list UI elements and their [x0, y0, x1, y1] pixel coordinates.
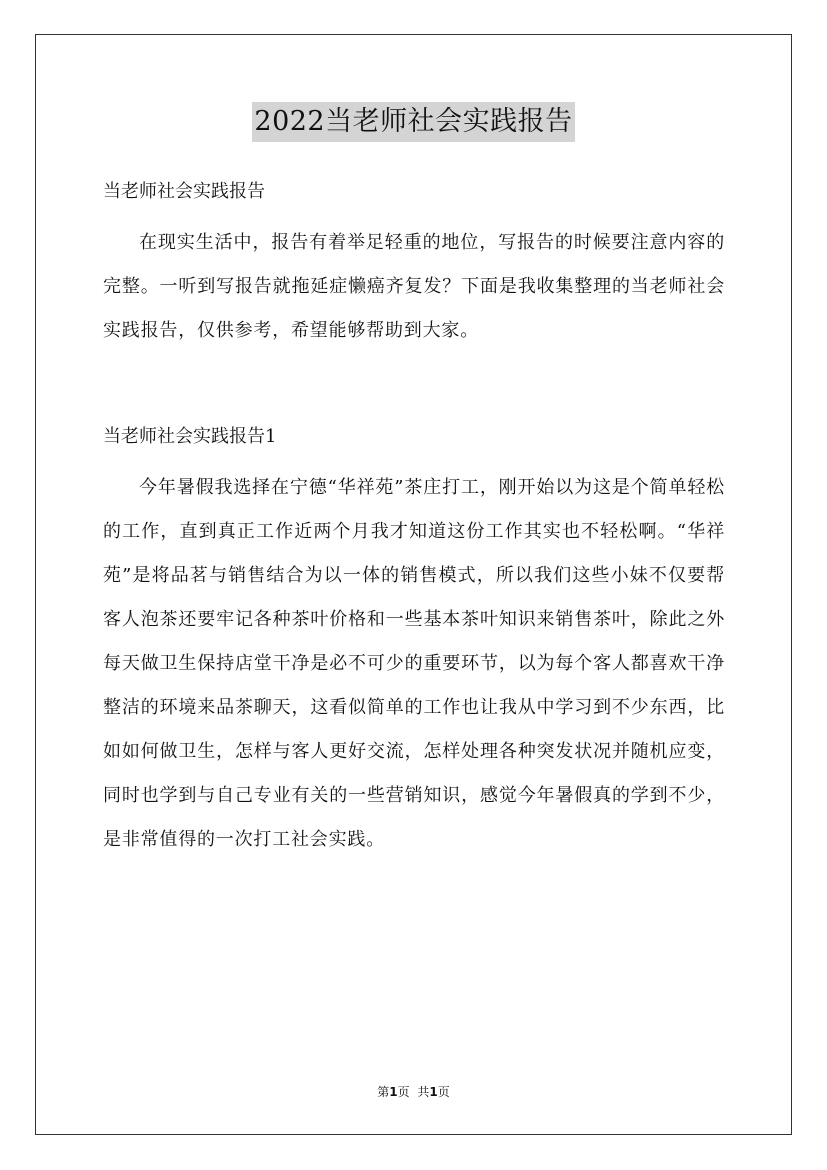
- footer-page-number: 1: [389, 1085, 398, 1099]
- footer-total-number: 1: [429, 1085, 438, 1099]
- section-paragraph: 今年暑假我选择在宁德“华祥苑”茶庄打工，刚开始以为这是个简单轻松的工作，直到真正工作近两个月我才知道这份工作其实也不轻松啊。“华祥苑”是将品茗与销售结合为以一体的销售模式，所以我们这些小妹不仅要帮客人泡茶还要牢记各种茶叶价格和一些基本茶叶知识来销售茶叶，除此之外每天做卫生保持店堂干净是必不可少的重要环节，以为每个客人都喜欢干净整洁的环境来品茶聊天，这看似简单的工作也让我从中学习到不少东西，比如如何做卫生，怎样与客人更好交流，怎样处理各种突发状况并随机应变，同时也学到与自己专业有关的一些营销知识，感觉今年暑假真的学到不少，是非常值得的一次打工社会实践。: [103, 477, 725, 850]
- footer-page-suffix: 页: [397, 1085, 410, 1099]
- intro-paragraph: 在现实生活中，报告有着举足轻重的地位，写报告的时候要注意内容的完整。一听到写报告就拖延症懒癌齐复发？下面是我收集整理的当老师社会实践报告，仅供参考，希望能够帮助到大家。: [103, 232, 725, 341]
- footer-total-suffix: 页: [437, 1085, 450, 1099]
- intro-heading: 当老师社会实践报告: [103, 181, 265, 202]
- section-heading: 当老师社会实践报告1: [103, 426, 277, 447]
- document-title-text: 2022当老师社会实践报告: [252, 102, 574, 142]
- document-body: [103, 170, 725, 862]
- footer-page-prefix: 第: [377, 1085, 390, 1099]
- page-footer: [0, 1084, 827, 1100]
- document-title: [0, 102, 827, 142]
- footer-total-prefix: 共: [417, 1085, 430, 1099]
